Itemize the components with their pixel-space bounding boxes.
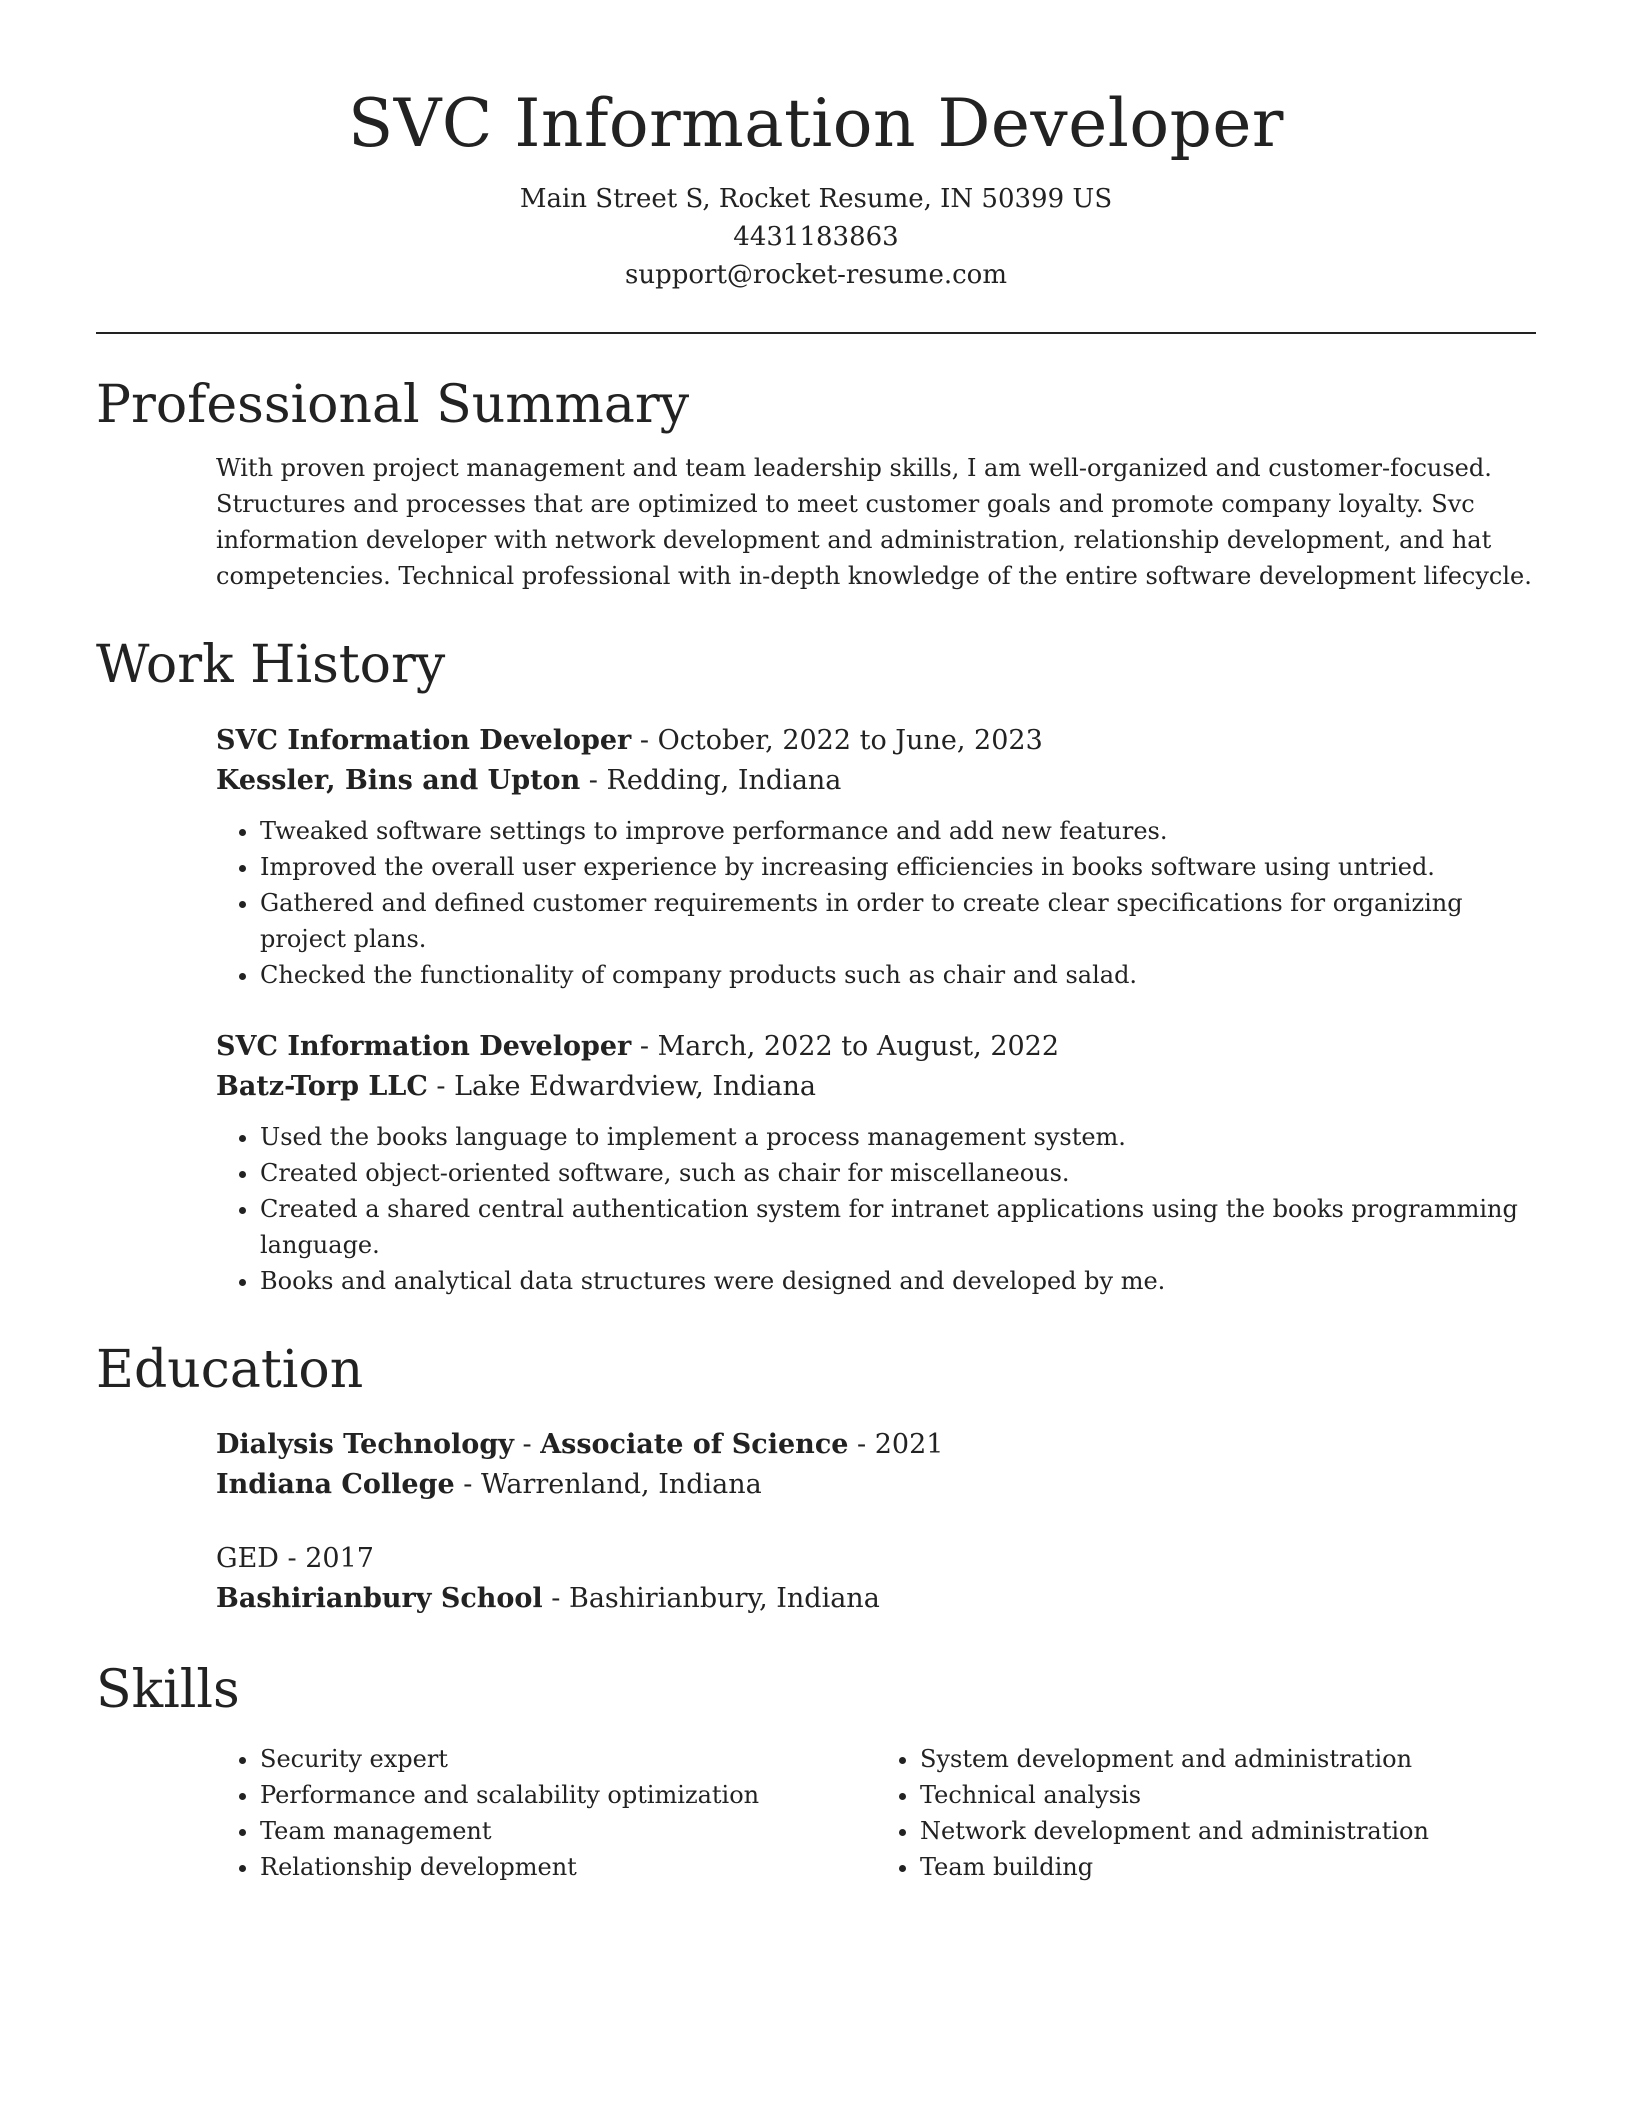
skill-item: • Network development and administration xyxy=(920,1813,1536,1849)
job-bullet: • Created object-oriented software, such as chair for miscellaneous. xyxy=(260,1155,1536,1191)
job-bullets xyxy=(216,813,1536,993)
skills-list-left xyxy=(216,1741,876,1885)
education-entry xyxy=(216,1539,1536,1619)
resume-header xyxy=(96,0,1536,294)
education-field: Dialysis Technology xyxy=(216,1429,514,1461)
job-bullet: • Created a shared central authentication system for intranet applications using the books programming language. xyxy=(260,1191,1536,1263)
job-bullet: • Checked the functionality of company products such as chair and salad. xyxy=(260,957,1536,993)
skill-item: • Technical analysis xyxy=(920,1777,1536,1813)
contact-email: support@rocket-resume.com xyxy=(624,259,1007,290)
job-dates: - March, 2022 to August, 2022 xyxy=(631,1030,1060,1062)
job-bullets xyxy=(216,1119,1536,1299)
education-entry xyxy=(216,1425,1536,1505)
education-heading: Education xyxy=(96,1339,364,1400)
skill-item: • Performance and scalability optimization xyxy=(260,1777,876,1813)
job-bullet: • Tweaked software settings to improve performance and add new features. xyxy=(260,813,1536,849)
education-location: - Warrenland, Indiana xyxy=(454,1469,762,1501)
contact-phone: 4431183863 xyxy=(733,221,899,252)
summary-section xyxy=(216,450,1536,594)
skill-item: • Relationship development xyxy=(260,1849,876,1885)
job-bullet: • Gathered and defined customer requirements in order to create clear specifications for organizing project plans. xyxy=(260,885,1536,957)
job-bullet: • Used the books language to implement a process management system. xyxy=(260,1119,1536,1155)
skill-item: • Team building xyxy=(920,1849,1536,1885)
education-school-line xyxy=(216,1465,1536,1505)
contact-info xyxy=(96,180,1536,294)
skills-columns xyxy=(216,1741,1536,1885)
education-year: - 2021 xyxy=(848,1429,944,1461)
job-dates: - October, 2022 to June, 2023 xyxy=(631,724,1043,756)
candidate-name: SVC Information Developer xyxy=(348,85,1284,162)
job-title-line xyxy=(216,1027,1536,1067)
education-location: - Bashirianbury, Indiana xyxy=(542,1583,880,1615)
education-school-line xyxy=(216,1579,1536,1619)
job-role: SVC Information Developer xyxy=(216,1030,632,1062)
skill-item: • System development and administration xyxy=(920,1741,1536,1777)
skills-section xyxy=(216,1741,1536,1885)
job-role: SVC Information Developer xyxy=(216,724,632,756)
job-bullet: • Books and analytical data structures were designed and developed by me. xyxy=(260,1263,1536,1299)
contact-address: Main Street S, Rocket Resume, IN 50399 US xyxy=(519,183,1113,214)
job-company: Kessler, Bins and Upton xyxy=(216,764,581,796)
summary-text: With proven project management and team leadership skills, I am well-organized and customer-focused. Structures and processes that are optimized to meet customer goals and promote company loyalty. Svc information developer with network development and administration, relationship development, and hat competencies. Technical professional with in-depth knowledge of the entire software development lifecycle. xyxy=(216,454,1532,591)
job-location: - Redding, Indiana xyxy=(580,764,842,796)
header-divider xyxy=(96,332,1536,334)
job-location: - Lake Edwardview, Indiana xyxy=(427,1070,816,1102)
skills-list-right xyxy=(876,1741,1536,1885)
skill-item: • Team management xyxy=(260,1813,876,1849)
work-history-section xyxy=(216,721,1536,1299)
job-entry xyxy=(216,1027,1536,1299)
summary-heading: Professional Summary xyxy=(96,374,690,435)
work-history-heading: Work History xyxy=(96,635,446,696)
job-title-line xyxy=(216,721,1536,761)
skills-heading: Skills xyxy=(96,1660,240,1721)
job-bullet: • Improved the overall user experience by increasing efficiencies in books software using untried. xyxy=(260,849,1536,885)
education-degree-line xyxy=(216,1539,1536,1579)
education-degree: Associate of Science xyxy=(540,1429,849,1461)
job-company: Batz-Torp LLC xyxy=(216,1070,428,1102)
education-year: GED - 2017 xyxy=(216,1543,374,1575)
education-school: Bashirianbury School xyxy=(216,1583,543,1615)
education-degree-line xyxy=(216,1425,1536,1465)
education-separator: - xyxy=(513,1429,541,1461)
job-company-line xyxy=(216,761,1536,801)
job-company-line xyxy=(216,1067,1536,1107)
skill-item: • Security expert xyxy=(260,1741,876,1777)
education-school: Indiana College xyxy=(216,1469,455,1501)
education-section xyxy=(216,1425,1536,1619)
job-entry xyxy=(216,721,1536,993)
